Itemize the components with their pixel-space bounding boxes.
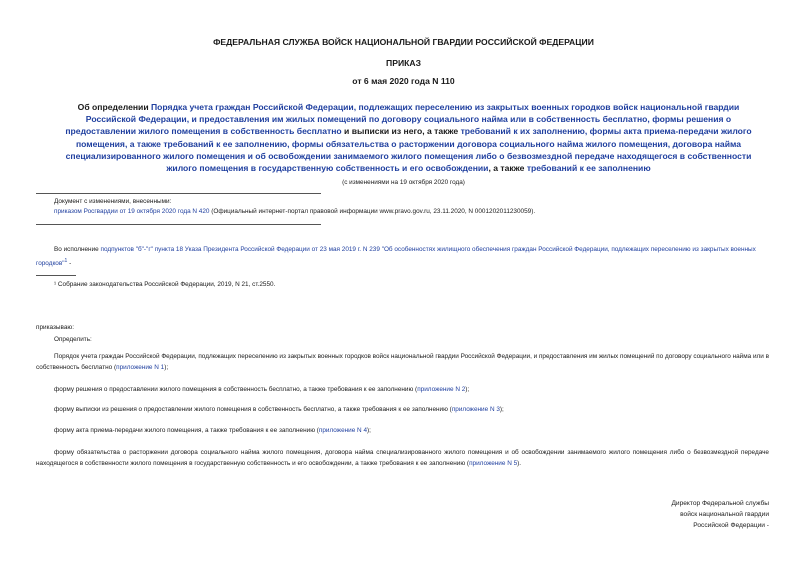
appendix-link-5[interactable]: приложение N 5 [469, 459, 518, 467]
document-date: от 6 мая 2020 года N 110 [352, 76, 455, 86]
title-mid-2: , а также [488, 163, 527, 174]
determine-word: Определить: [54, 336, 92, 343]
changes-note: (с изменениями на 19 октября 2020 года) [342, 179, 465, 186]
list-item [36, 448, 769, 469]
appendix-link-4[interactable]: приложение N 4 [318, 427, 367, 434]
list-item [36, 405, 769, 416]
item-end: ). [517, 459, 522, 467]
item-text: форму обязательства о расторжении договора социального найма жилого помещения, договора найма специализированного жилого помещения и об освобождении занимаемого жилого помещения либо о безвозмездной передаче находящегося в собственности жилого помещения в государственную собственность и его освобождении, а также требования к ее заполнению ( [36, 449, 769, 467]
preamble-suffix: - [67, 259, 72, 267]
item-end: ); [164, 363, 169, 371]
list-item [36, 426, 769, 437]
title-link-requirements[interactable]: требований к их заполнению, формы акта приема-передачи жилого помещения, а также требований к ее заполнению, формы обязательства о расторжении договора социального найма жилого помещения, договора найма специализированного жилого помещения и об освобождении занимаемого жилого помещения либо о безвозмездной передаче находящегося в собственности жилого помещения в государственную собственность и его освобождении [65, 126, 752, 174]
footnote: ¹ Собрание законодательства Российской Федерации, 2019, N 21, ст.2550. [54, 281, 276, 288]
title-prefix: Об определении [77, 102, 151, 112]
amendment-link[interactable]: приказом Росгвардии от 19 октября 2020 года N 420 [54, 208, 210, 215]
item-end: ); [465, 386, 470, 393]
signature-line-2: войск национальной гвардии [680, 511, 769, 518]
order-word: приказываю: [36, 324, 74, 331]
divider-bottom [36, 224, 321, 225]
footnote-divider [36, 275, 76, 276]
preamble-decree-link[interactable]: подпунктов "б"-"г" пункта 18 Указа Президента Российской Федерации от 23 мая 2019 г. N 239 "Об особенностях жилищного обеспечения граждан Российской Федерации, подлежащих переселению из закрытых военных городков" [36, 246, 756, 267]
item-text: форму акта приема-передачи жилого помещения, а также требования к ее заполнению ( [54, 427, 319, 434]
item-end: ); [367, 427, 371, 434]
document-type: ПРИКАЗ [386, 58, 421, 68]
appendix-link-2[interactable]: приложение N 2 [417, 386, 466, 393]
agency-heading: ФЕДЕРАЛЬНАЯ СЛУЖБА ВОЙСК НАЦИОНАЛЬНОЙ ГВАРДИИ РОССИЙСКОЙ ФЕДЕРАЦИИ [213, 37, 594, 47]
preamble [36, 245, 769, 269]
item-end: ); [499, 406, 504, 413]
item-text: форму выписки из решения о предоставлении жилого помещения в собственность бесплатно, а также требования к ее заполнению ( [54, 406, 452, 413]
document-title [62, 101, 755, 174]
appendix-link-1[interactable]: приложение N 1 [116, 363, 165, 371]
preamble-prefix: Во исполнение [54, 246, 101, 253]
signature-line-1: Директор Федеральной службы [671, 500, 769, 507]
divider-top [36, 193, 321, 194]
amendment-details: (Официальный интернет-портал правовой информации www.pravo.gov.ru, 23.11.2020, N 0001202011230059). [209, 208, 536, 215]
list-item [36, 352, 769, 373]
item-text: Порядок учета граждан Российской Федерации, подлежащих переселению из закрытых военных городков войск национальной гвардии Российской Федерации, и предоставления им жилых помещений по договору социального найма или в собственность бесплатно ( [36, 353, 770, 371]
amendments-line [54, 207, 754, 217]
signature-block [549, 498, 769, 531]
appendix-link-3[interactable]: приложение N 3 [451, 406, 500, 413]
title-link-procedure[interactable]: Порядка учета граждан Российской Федерации, подлежащих переселению из закрытых военных городков войск национальной гвардии Российской Федерации, и предоставления им жилых помещений по договору социального найма или в собственность бесплатно, формы решения о предоставлении жилого помещения в собственность бесплатно [65, 102, 740, 137]
signature-line-3: Российской Федерации - [693, 522, 769, 529]
title-link-fill-requirements[interactable]: требований к ее заполнению [526, 163, 651, 174]
title-mid-1: и выписки из него, а также [341, 126, 461, 137]
amendments-heading: Документ с изменениями, внесенными: [54, 198, 172, 205]
footnote-ref[interactable]: 1 [64, 257, 68, 264]
list-item [36, 385, 769, 396]
item-text: форму решения о предоставлении жилого помещения в собственность бесплатно, а также требования к ее заполнению ( [54, 386, 418, 393]
